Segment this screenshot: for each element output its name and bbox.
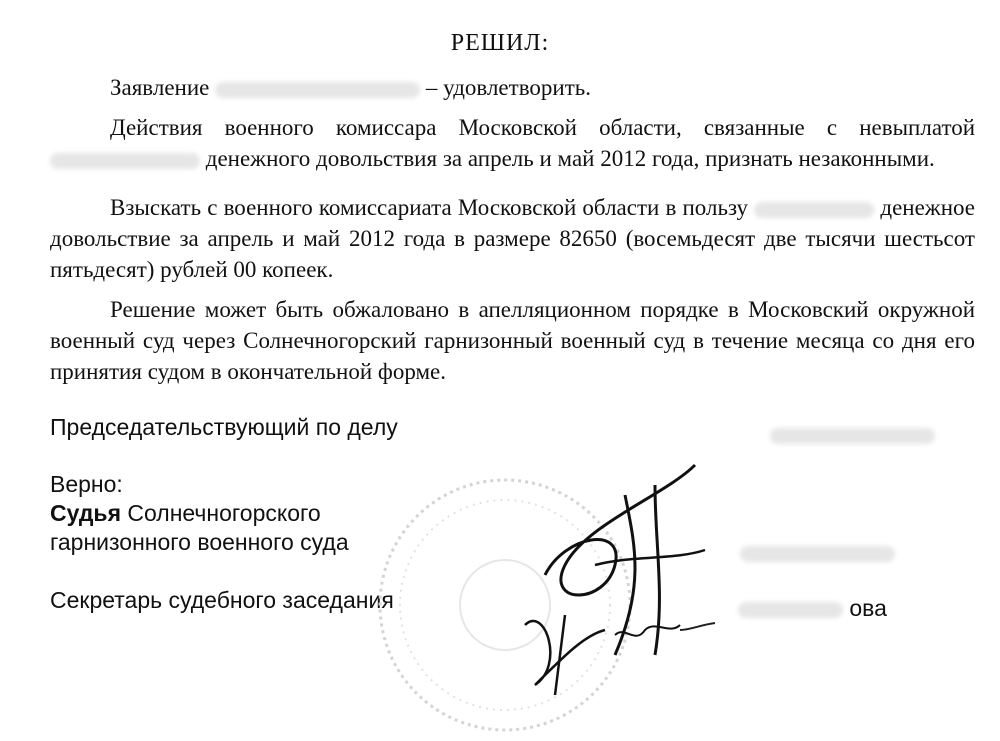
secretary-name-end: ова <box>849 595 887 621</box>
redacted-presiding-name <box>770 420 935 449</box>
claim-end: – удовлетворить. <box>425 75 591 100</box>
presiding-label: Председательствующий по делу <box>50 414 398 440</box>
attestation-block <box>50 470 349 557</box>
redacted-name <box>215 82 420 98</box>
judge-word: Судья <box>50 500 121 526</box>
redacted-name <box>50 153 200 169</box>
paragraph-recovery <box>50 192 975 285</box>
paragraph-appeal: Решение может быть обжаловано в апелляционном порядке в Московский окружной военный суд через Солнечногорский гарнизонный военный суд в течение месяца со дня его принятия судом в окончательной форме. <box>50 297 975 384</box>
actions-end: денежного довольствия за апрель и май 2012 года, признать незаконными. <box>205 146 935 171</box>
paragraph-actions <box>50 112 975 174</box>
verno-label: Верно: <box>50 471 123 497</box>
redacted-name <box>754 202 874 218</box>
presiding-line <box>50 413 398 442</box>
recovery-start: Взыскать с военного комиссариата Московской области в пользу <box>110 195 749 220</box>
recovery-end: денежное довольствие за апрель и май 2012 года в размере 82650 (восемьдесят две тысячи шестьсот пятьдесят) рублей 00 копеек. <box>50 195 975 282</box>
secretary-name <box>738 594 887 623</box>
court-line: гарнизонного военного суда <box>50 529 349 555</box>
secretary-label: Секретарь судебного заседания <box>50 587 394 613</box>
judge-rest: Солнечногорского <box>127 500 321 526</box>
redacted-judge-name <box>740 538 895 567</box>
paragraph-claim <box>50 72 975 103</box>
decision-body <box>50 72 975 387</box>
judge-line <box>50 499 349 528</box>
actions-start: Действия военного комиссара Московской области, связанные с невыплатой <box>110 115 975 140</box>
handwritten-signature <box>505 455 735 705</box>
secretary-line <box>50 586 394 615</box>
claim-start: Заявление <box>110 75 210 100</box>
decision-heading: РЕШИЛ: <box>450 30 550 56</box>
